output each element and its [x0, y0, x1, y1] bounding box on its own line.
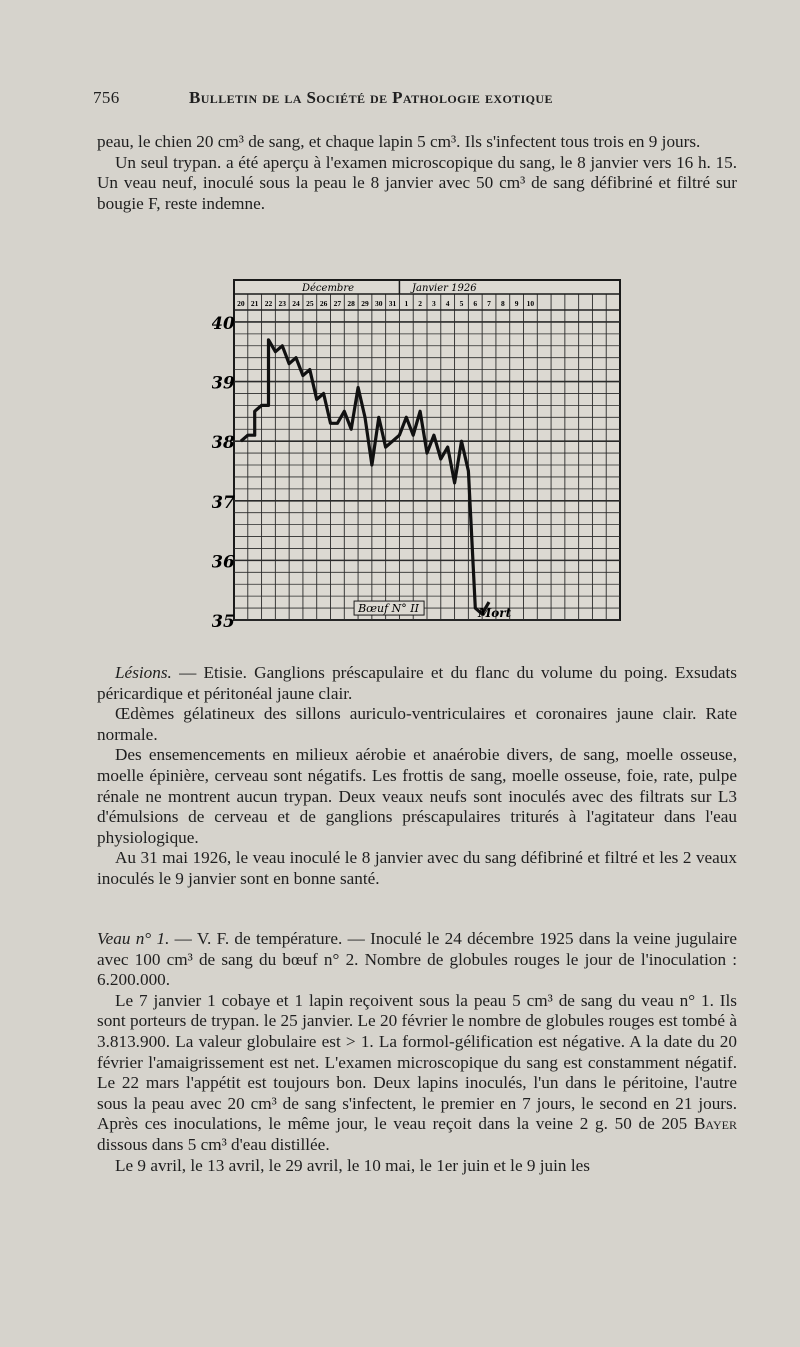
top-text-block	[97, 132, 737, 214]
death-label: Mort	[478, 606, 512, 621]
y-tick-label: 37	[212, 492, 235, 513]
day-label: 5	[459, 299, 464, 308]
lesions-section	[97, 663, 737, 890]
bayer-name: Bayer	[693, 1114, 737, 1134]
paragraph: peau, le chien 20 cm³ de sang, et chaque lapin 5 cm³. Ils s'infectent tous trois en 9 jours.	[97, 132, 701, 151]
animal-label: Bœuf N° II	[358, 602, 420, 616]
veau-section	[97, 929, 737, 1176]
day-label: 27	[333, 299, 342, 308]
day-label: 30	[375, 299, 383, 308]
day-label: 8	[500, 299, 505, 308]
veau-text: Le 7 janvier 1 cobaye et 1 lapin reçoivent sous la peau 5 cm³ de sang du veau n° 1. Ils sont porteurs de trypan. le 25 janvier. Le 20 février le nombre de globules rouges est tombé à 3.813.900. La valeur globulaire est > 1. La formol-gélification est négative. A la date du 20 février l'amaigrissement est net. L'examen microscopique du sang est constamment négatif. Le 22 mars l'appétit est toujours bon. Deux lapins inoculés, l'un dans le péritoine, l'autre sous la peau avec 20 cm³ de sang s'infectent, le premier en 7 jours, le second en 21 jours. Après ces inoculations, le même jour, le veau reçoit dans la veine 2 g. 50 de 205	[97, 990, 737, 1134]
day-label: 9	[514, 299, 519, 308]
day-label: 26	[319, 299, 328, 308]
temperature-chart	[212, 276, 622, 628]
veau-label: Veau n° 1.	[97, 929, 170, 948]
day-label: 1	[404, 299, 409, 308]
day-label: 29	[361, 299, 369, 308]
day-label: 25	[306, 299, 314, 308]
y-axis-labels	[212, 314, 235, 628]
paragraph	[97, 991, 737, 1156]
lesions-paragraph	[97, 663, 737, 704]
page-number: 756	[93, 88, 120, 107]
day-label: 6	[473, 299, 478, 308]
veau-text-end: dissous dans 5 cm³ d'eau distillée.	[97, 1134, 330, 1154]
lesions-text: — Etisie. Ganglions préscapulaire et du flanc du volume du poing. Exsudats péricardique et péritonéal jaune clair.	[97, 663, 737, 703]
veau-paragraph	[97, 929, 737, 991]
y-tick-label: 36	[212, 552, 235, 573]
month-label-december: Décembre	[302, 283, 355, 294]
running-header	[93, 88, 653, 108]
day-label: 4	[445, 299, 450, 308]
temperature-chart-svg	[212, 276, 622, 628]
paragraph: Un seul trypan. a été aperçu à l'examen microscopique du sang, le 8 janvier vers 16 h. 15. Un veau neuf, inoculé sous la peau le 8 janvier avec 50 cm³ de sang défibriné et filtré sur bougie F, reste indemne.	[97, 152, 737, 213]
day-label: 21	[250, 299, 259, 308]
day-label: 31	[388, 299, 397, 308]
y-tick-label: 35	[212, 612, 235, 628]
paragraph: Œdèmes gélatineux des sillons auriculo-ventriculaires et coronaires jaune clair. Rate normale.	[97, 704, 737, 744]
y-tick-label: 38	[212, 433, 235, 454]
paragraph: Le 9 avril, le 13 avril, le 29 avril, le 10 mai, le 1er juin et le 9 juin les	[115, 1155, 590, 1175]
day-label: 28	[347, 299, 355, 308]
paragraph: Des ensemencements en milieux aérobie et anaérobie divers, de sang, moelle osseuse, moelle épinière, cerveau sont négatifs. Les frottis de sang, moelle osseuse, foie, rate, pulpe rénale ne montrent aucun trypan. Deux veaux neufs sont inoculés avec des filtrats sur L3 d'émulsions de cerveau et de ganglions préscapulaires triturés à l'agitateur dans l'eau physiologique.	[97, 745, 737, 847]
day-label: 24	[292, 299, 300, 308]
day-label: 3	[432, 299, 436, 308]
day-label: 23	[278, 299, 286, 308]
y-tick-label: 40	[212, 313, 235, 334]
day-label: 7	[487, 299, 491, 308]
day-label: 22	[264, 299, 273, 308]
veau-heading: — V. F. de température.	[169, 929, 343, 948]
running-title: Bulletin de la Société de Pathologie exotique	[189, 88, 553, 107]
day-label: 20	[237, 299, 245, 308]
paragraph: Au 31 mai 1926, le veau inoculé le 8 janvier avec du sang défibriné et filtré et les 2 veaux inoculés le 9 janvier sont en bonne santé.	[97, 848, 737, 888]
month-label-january: Janvier 1926	[412, 283, 477, 294]
lesions-label: Lésions.	[115, 663, 172, 682]
veau-intro: — Inoculé le 24 décembre 1925 dans la veine jugulaire avec 100 cm³ de sang du bœuf n° 2. Nombre de globules rouges le jour de l'inoculation : 6.200.000.	[97, 929, 738, 990]
y-tick-label: 39	[212, 373, 235, 394]
day-label: 2	[418, 299, 422, 308]
day-label: 10	[526, 299, 535, 308]
